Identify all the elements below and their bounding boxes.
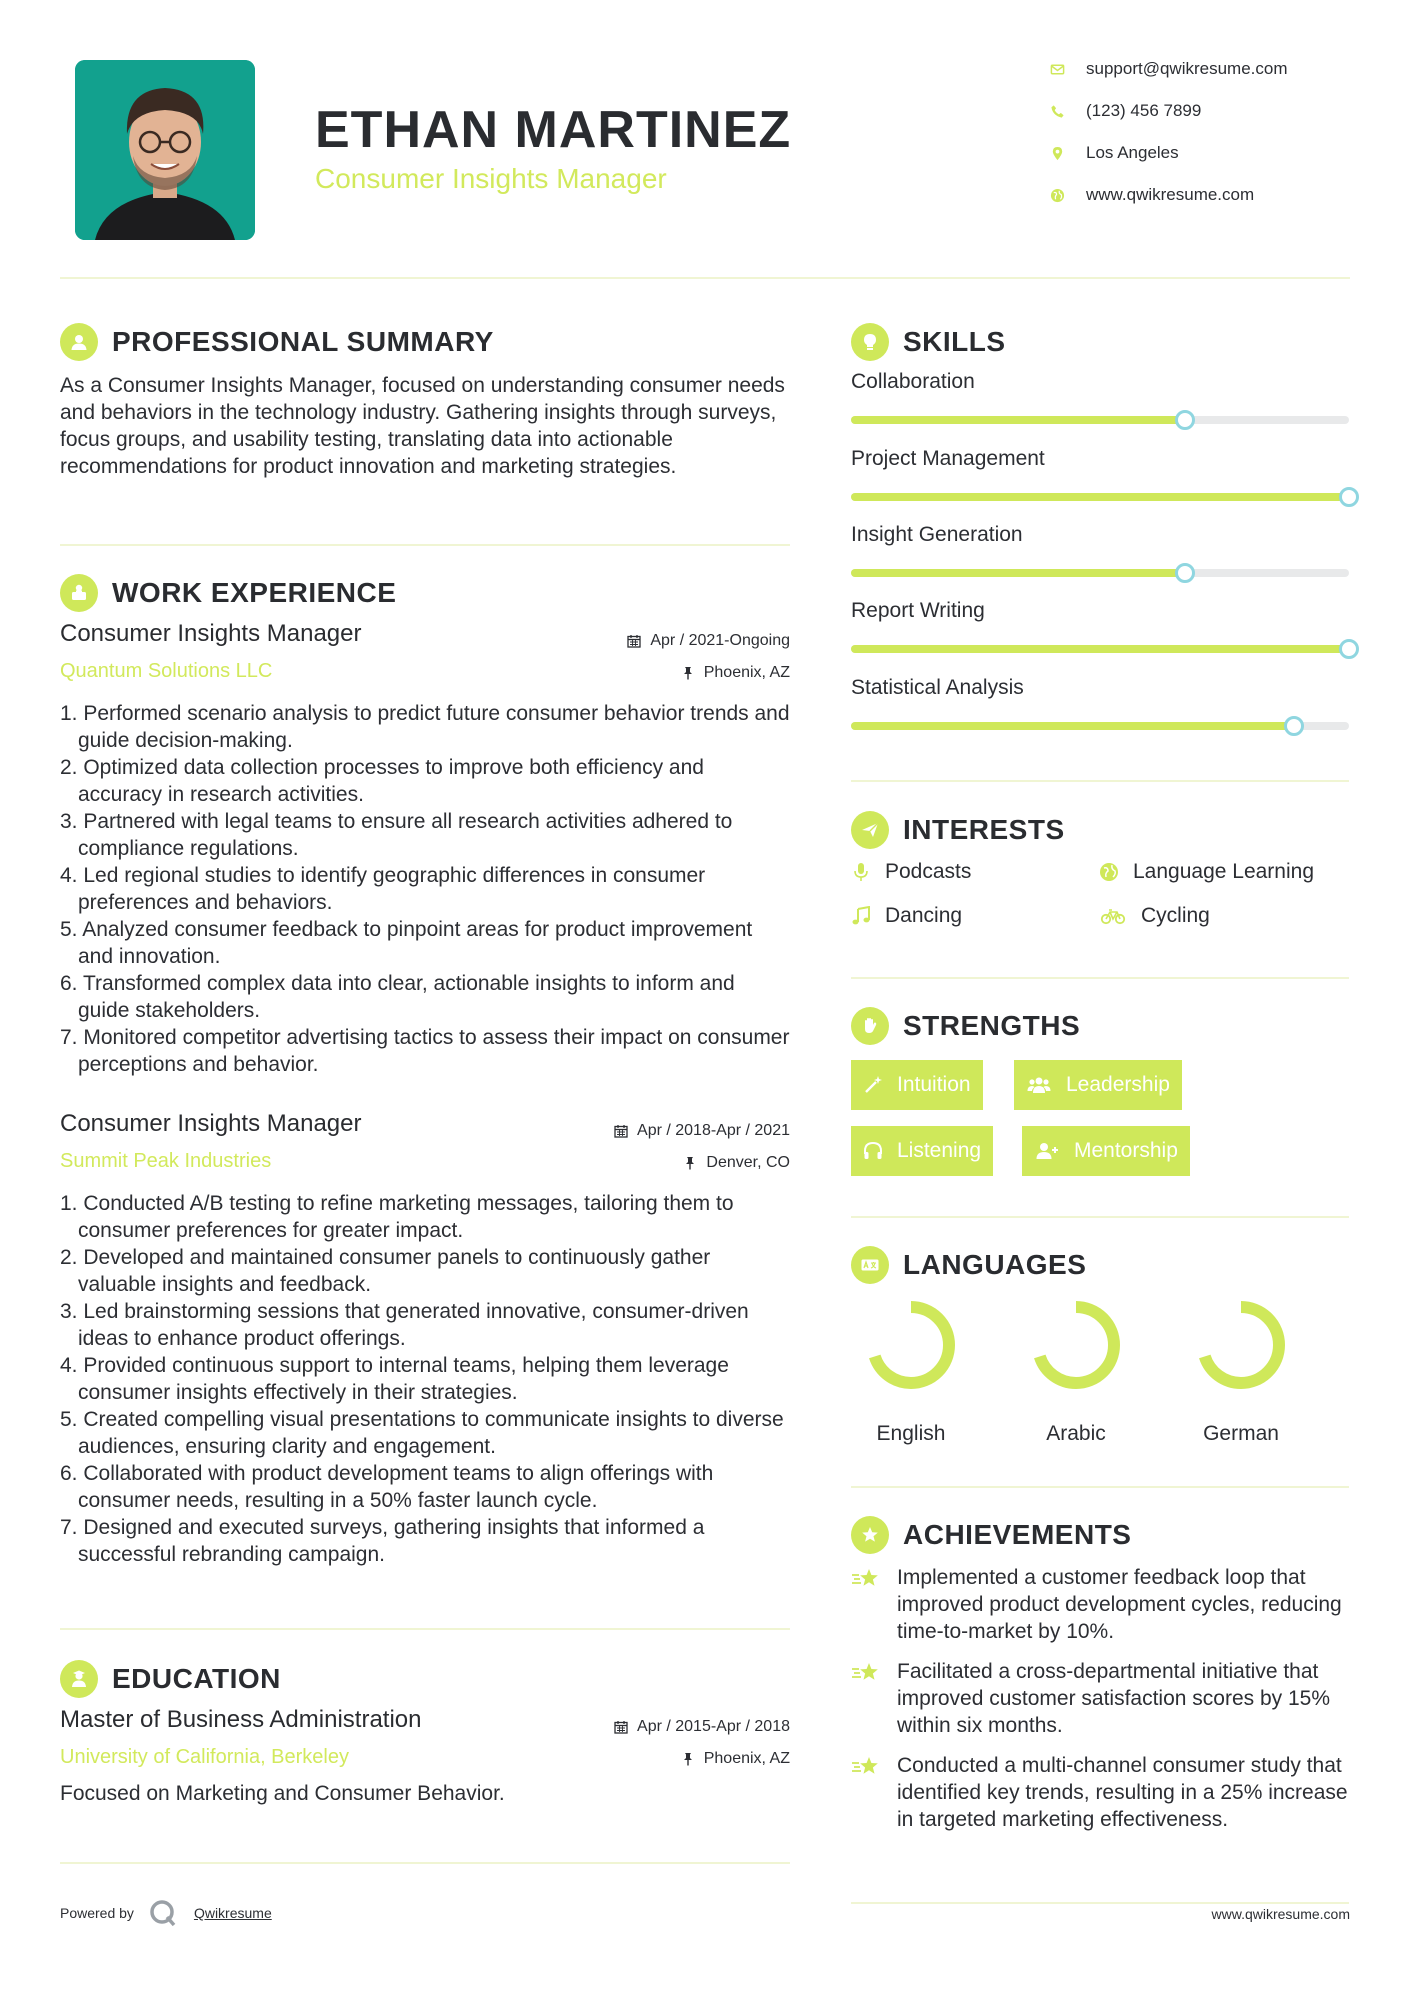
job-location	[683, 1154, 790, 1172]
powered-by-text: Powered by	[60, 1905, 134, 1921]
lightbulb-icon	[851, 323, 889, 361]
experience-section	[60, 573, 790, 613]
calendar-icon	[627, 634, 641, 648]
list-item: 3. Partnered with legal teams to ensure all research activities adhered to compliance regulations.	[60, 810, 733, 860]
job-location	[681, 664, 790, 682]
footer-url[interactable]: www.qwikresume.com	[1211, 1906, 1350, 1922]
contact-phone-text: (123) 456 7899	[1086, 101, 1202, 120]
skill-bar	[851, 645, 1349, 653]
strength-label: Leadership	[1066, 1073, 1170, 1096]
language-ring	[1191, 1295, 1291, 1395]
interest-label: Language Learning	[1133, 860, 1315, 883]
list-item: 4. Led regional studies to identify geographic differences in consumer preferences and behaviors.	[60, 864, 706, 914]
achievement-text: Implemented a customer feedback loop that improved product development cycles, reducing time-to-market by 10%.	[897, 1566, 1342, 1643]
job-dates	[627, 632, 790, 650]
list-item: 4. Provided continuous support to internal teams, helping them leverage consumer insights effectively in their strategies.	[60, 1354, 729, 1404]
pin-icon	[681, 666, 695, 680]
footer-branding	[60, 1898, 272, 1928]
skill-bar	[851, 493, 1349, 501]
achievements-title: ACHIEVEMENTS	[903, 1519, 1132, 1550]
achievements-heading	[851, 1515, 1351, 1555]
skill-name: Project Management	[851, 447, 1045, 470]
contact-phone[interactable]	[1050, 98, 1370, 124]
job-dates-text: Apr / 2021-Ongoing	[650, 632, 790, 649]
language-item	[1021, 1295, 1131, 1446]
education-heading	[60, 1659, 790, 1699]
skill-name: Insight Generation	[851, 523, 1023, 546]
language-ring	[1026, 1295, 1126, 1395]
language-name: German	[1203, 1422, 1279, 1445]
globe-icon	[1099, 862, 1119, 882]
graduate-icon	[60, 1660, 98, 1698]
strength-chip	[851, 1126, 993, 1176]
interest-label: Cycling	[1141, 904, 1210, 927]
calendar-icon	[614, 1720, 628, 1734]
languages-divider	[851, 1486, 1349, 1488]
interest-item	[1099, 904, 1210, 928]
languages-title: LANGUAGES	[903, 1249, 1087, 1280]
phone-icon	[1050, 104, 1086, 119]
summary-section	[60, 322, 790, 480]
bicycle-icon	[1099, 906, 1127, 926]
achievement-item	[851, 1658, 1351, 1739]
skill-name: Report Writing	[851, 599, 985, 622]
interest-label: Dancing	[885, 904, 963, 927]
pin-icon	[681, 1752, 695, 1766]
skills-section	[851, 322, 1351, 362]
experience-divider	[60, 1628, 790, 1630]
interest-label: Podcasts	[885, 860, 972, 883]
skill-bar	[851, 416, 1349, 424]
skill-bar-knob[interactable]	[1339, 639, 1359, 659]
achievement-text: Facilitated a cross-departmental initiative that improved customer satisfaction scores by 15% within six months.	[897, 1660, 1331, 1737]
briefcase-icon	[60, 574, 98, 612]
languages-heading	[851, 1245, 1351, 1285]
qwikresume-link[interactable]: Qwikresume	[193, 1905, 272, 1921]
achievement-item	[851, 1752, 1351, 1833]
profile-photo	[75, 60, 255, 240]
interests-divider	[851, 977, 1349, 979]
education-location-text: Phoenix, AZ	[703, 1750, 790, 1767]
star-icon	[851, 1660, 881, 1688]
skill-name: Statistical Analysis	[851, 676, 1024, 699]
interests-title: INTERESTS	[903, 814, 1065, 845]
calendar-icon	[614, 1124, 628, 1138]
interest-item	[851, 860, 971, 884]
list-item: 7. Monitored competitor advertising tactics to assess their impact on consumer perceptions and behavior.	[60, 1026, 790, 1076]
interests-heading	[851, 810, 1351, 850]
star-icon	[851, 1566, 881, 1594]
skill-bar-fill	[851, 569, 1185, 577]
contact-email[interactable]	[1050, 56, 1370, 82]
experience-heading	[60, 573, 790, 613]
language-name: English	[876, 1422, 946, 1445]
skill-bar-fill	[851, 493, 1349, 501]
interest-item	[1099, 860, 1314, 884]
list-item: 5. Created compelling visual presentations to communicate insights to diverse audiences, ensuring clarity and engagement.	[60, 1408, 784, 1458]
language-name: Arabic	[1046, 1422, 1106, 1445]
achievements-divider	[851, 1902, 1349, 1904]
education-entry	[60, 1706, 790, 1806]
strength-label: Intuition	[897, 1073, 971, 1096]
education-divider	[60, 1862, 790, 1864]
achievements-section	[851, 1515, 1351, 1555]
globe-icon	[1050, 188, 1086, 203]
summary-heading	[60, 322, 790, 362]
job-company: Summit Peak Industries	[60, 1150, 272, 1172]
list-item: 6. Collaborated with product development teams to align offerings with consumer needs, resulting in a 50% faster launch cycle.	[60, 1462, 714, 1512]
achievement-text: Conducted a multi-channel consumer study that identified key trends, resulting in a 25% increase in targeted marketing effectiveness.	[897, 1754, 1348, 1831]
contact-location-text: Los Angeles	[1086, 143, 1179, 162]
job-entry	[60, 620, 790, 1076]
list-item: 1. Performed scenario analysis to predict future consumer behavior trends and guide decision-making.	[60, 702, 790, 752]
list-item: 7. Designed and executed surveys, gathering insights that informed a successful rebranding campaign.	[60, 1516, 705, 1566]
skills-heading	[851, 322, 1351, 362]
list-item: 3. Led brainstorming sessions that generated innovative, consumer-driven ideas to enhance product offerings.	[60, 1300, 749, 1350]
paper-plane-icon	[851, 811, 889, 849]
degree-name: Master of Business Administration	[60, 1706, 422, 1733]
education-section	[60, 1659, 790, 1699]
skills-title: SKILLS	[903, 326, 1006, 357]
strength-chip	[1014, 1060, 1182, 1110]
strength-chip	[1022, 1126, 1190, 1176]
list-item: 2. Developed and maintained consumer panels to continuously gather valuable insights and feedback.	[60, 1246, 711, 1296]
skills-divider	[851, 780, 1349, 782]
education-dates	[614, 1718, 790, 1736]
location-icon	[1050, 146, 1086, 161]
user-plus-icon	[1034, 1141, 1060, 1161]
email-icon	[1050, 62, 1086, 77]
strength-label: Listening	[897, 1139, 982, 1162]
users-icon	[1026, 1075, 1052, 1095]
contact-email-text: support@qwikresume.com	[1086, 59, 1288, 78]
list-item: 6. Transformed complex data into clear, actionable insights to inform and guide stakeholders.	[60, 972, 735, 1022]
language-item	[1186, 1295, 1296, 1446]
pin-icon	[683, 1156, 697, 1170]
music-note-icon	[851, 906, 871, 926]
qwikresume-logo-icon	[148, 1898, 178, 1928]
hand-icon	[851, 1007, 889, 1045]
contact-location	[1050, 140, 1370, 166]
skill-bar-knob[interactable]	[1175, 563, 1195, 583]
skill-bar	[851, 569, 1349, 577]
strengths-section	[851, 1006, 1351, 1046]
strengths-divider	[851, 1216, 1349, 1218]
header-divider	[60, 277, 1350, 279]
candidate-name: ETHAN MARTINEZ	[315, 101, 792, 159]
user-icon	[60, 323, 98, 361]
candidate-title: Consumer Insights Manager	[315, 163, 667, 194]
job-location-text: Phoenix, AZ	[703, 664, 790, 681]
job-entry	[60, 1110, 790, 1570]
job-company: Quantum Solutions LLC	[60, 660, 273, 682]
contact-website-text: www.qwikresume.com	[1086, 185, 1255, 204]
contact-website[interactable]	[1050, 182, 1370, 208]
education-location	[681, 1750, 790, 1768]
education-note: Focused on Marketing and Consumer Behavior.	[60, 1782, 505, 1805]
strengths-heading	[851, 1006, 1351, 1046]
education-title: EDUCATION	[112, 1663, 281, 1694]
skill-bar	[851, 722, 1349, 730]
interests-section	[851, 810, 1351, 850]
skill-bar-knob[interactable]	[1284, 716, 1304, 736]
summary-text: As a Consumer Insights Manager, focused on understanding consumer needs and behaviors in the technology industry. Gathering insights through surveys, focus groups, and usability testing, translating data into actionable recommendations for product innovation and marketing strategies.	[60, 374, 785, 478]
education-dates-text: Apr / 2015-Apr / 2018	[637, 1718, 790, 1735]
summary-divider	[60, 544, 790, 546]
language-ring	[861, 1295, 961, 1395]
achievement-item	[851, 1564, 1351, 1645]
experience-title: WORK EXPERIENCE	[112, 577, 397, 608]
skill-bar-fill	[851, 416, 1185, 424]
skill-name: Collaboration	[851, 370, 975, 393]
skill-bar-knob[interactable]	[1339, 487, 1359, 507]
microphone-icon	[851, 862, 871, 882]
strength-label: Mentorship	[1074, 1139, 1178, 1162]
summary-title: PROFESSIONAL SUMMARY	[112, 326, 494, 357]
job-responsibilities	[60, 700, 790, 1078]
language-item	[856, 1295, 966, 1446]
job-dates	[614, 1122, 790, 1140]
languages-section	[851, 1245, 1351, 1285]
list-item: 5. Analyzed consumer feedback to pinpoint areas for product improvement and innovation.	[60, 918, 753, 968]
job-dates-text: Apr / 2018-Apr / 2021	[637, 1122, 790, 1139]
magic-wand-icon	[863, 1075, 883, 1095]
skill-bar-fill	[851, 722, 1294, 730]
job-location-text: Denver, CO	[706, 1154, 790, 1171]
list-item: 2. Optimized data collection processes to improve both efficiency and accuracy in research activities.	[60, 756, 704, 806]
star-badge-icon	[851, 1516, 889, 1554]
language-icon	[851, 1246, 889, 1284]
strengths-title: STRENGTHS	[903, 1010, 1081, 1041]
list-item: 1. Conducted A/B testing to refine marketing messages, tailoring them to consumer preferences for greater impact.	[60, 1192, 734, 1242]
headphones-icon	[863, 1141, 883, 1161]
job-title: Consumer Insights Manager	[60, 1110, 362, 1137]
strength-chip	[851, 1060, 983, 1110]
skill-bar-knob[interactable]	[1175, 410, 1195, 430]
job-title: Consumer Insights Manager	[60, 620, 362, 647]
school-name: University of California, Berkeley	[60, 1746, 349, 1768]
interest-item	[851, 904, 962, 928]
star-icon	[851, 1754, 881, 1782]
job-responsibilities	[60, 1190, 790, 1568]
skill-bar-fill	[851, 645, 1349, 653]
